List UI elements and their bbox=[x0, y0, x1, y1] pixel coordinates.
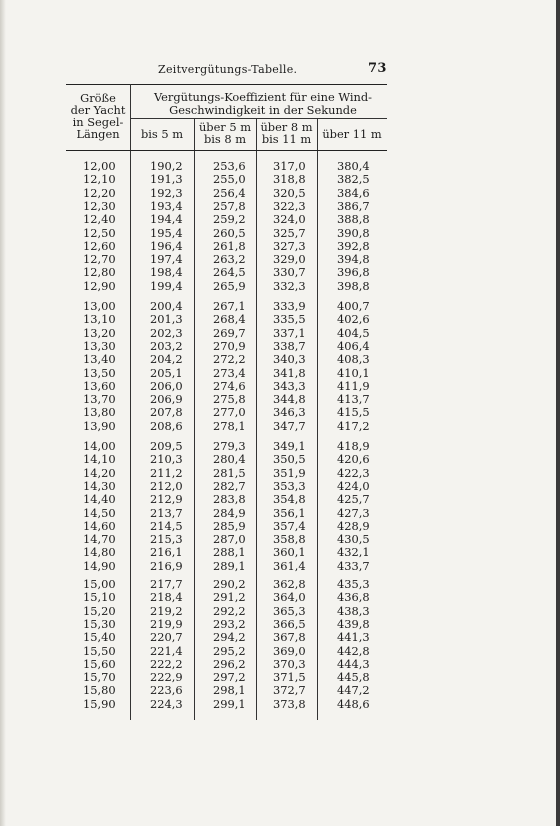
cell-8-11m: 356,1 bbox=[273, 505, 306, 520]
table-row bbox=[66, 380, 387, 393]
cell-bis-5m: 190,2 bbox=[150, 159, 183, 173]
cell-bis-5m: 194,4 bbox=[150, 212, 183, 227]
cell-ueber-11m: 438,3 bbox=[337, 603, 370, 618]
cell-bis-5m: 222,9 bbox=[150, 670, 183, 685]
cell-8-11m: 333,9 bbox=[273, 299, 306, 313]
cell-yacht-size: 14,60 bbox=[83, 518, 116, 533]
cell-8-11m: 357,4 bbox=[273, 518, 306, 533]
cell-8-11m: 362,8 bbox=[273, 577, 306, 591]
cell-bis-5m: 211,2 bbox=[150, 465, 183, 480]
table-row bbox=[66, 591, 387, 604]
cell-8-11m: 369,0 bbox=[273, 643, 306, 658]
cell-yacht-size: 14,30 bbox=[83, 478, 116, 493]
table-row bbox=[66, 213, 387, 226]
cell-5-8m: 274,6 bbox=[213, 378, 246, 393]
cell-bis-5m: 197,4 bbox=[150, 252, 183, 267]
cell-yacht-size: 15,10 bbox=[83, 590, 116, 605]
cell-8-11m: 343,3 bbox=[273, 378, 306, 393]
cell-8-11m: 322,3 bbox=[273, 198, 306, 213]
table-row bbox=[66, 240, 387, 253]
cell-ueber-11m: 432,1 bbox=[337, 545, 370, 560]
cell-ueber-11m: 392,8 bbox=[337, 238, 370, 253]
cell-5-8m: 255,0 bbox=[213, 172, 246, 187]
cell-bis-5m: 193,4 bbox=[150, 198, 183, 213]
cell-yacht-size: 15,00 bbox=[83, 577, 116, 591]
table-row bbox=[66, 300, 387, 313]
cell-yacht-size: 12,00 bbox=[83, 159, 116, 173]
cell-yacht-size: 13,90 bbox=[83, 418, 116, 433]
cell-5-8m: 282,7 bbox=[213, 478, 246, 493]
cell-yacht-size: 12,70 bbox=[83, 252, 116, 267]
cell-5-8m: 298,1 bbox=[213, 683, 246, 698]
col-header-line: über 5 m bbox=[198, 120, 252, 134]
cell-5-8m: 285,9 bbox=[213, 518, 246, 533]
cell-8-11m: 370,3 bbox=[273, 656, 306, 671]
cell-8-11m: 367,8 bbox=[273, 630, 306, 645]
cell-ueber-11m: 425,7 bbox=[337, 492, 370, 507]
cell-5-8m: 267,1 bbox=[213, 299, 246, 313]
table-row bbox=[66, 645, 387, 658]
header-coef-line: Geschwindigkeit in der Sekunde bbox=[169, 103, 357, 117]
cell-ueber-11m: 390,8 bbox=[337, 225, 370, 240]
cell-ueber-11m: 394,8 bbox=[337, 252, 370, 267]
cell-yacht-size: 14,80 bbox=[83, 545, 116, 560]
cell-8-11m: 371,5 bbox=[273, 670, 306, 685]
cell-yacht-size: 13,10 bbox=[83, 312, 116, 327]
table-row bbox=[66, 631, 387, 644]
cell-5-8m: 253,6 bbox=[213, 159, 246, 173]
cell-yacht-size: 14,10 bbox=[83, 452, 116, 467]
cell-yacht-size: 15,50 bbox=[83, 643, 116, 658]
cell-bis-5m: 215,3 bbox=[150, 532, 183, 547]
cell-8-11m: 361,4 bbox=[273, 558, 306, 573]
cell-8-11m: 351,9 bbox=[273, 465, 306, 480]
cell-5-8m: 294,2 bbox=[213, 630, 246, 645]
cell-ueber-11m: 404,5 bbox=[337, 325, 370, 340]
cell-ueber-11m: 427,3 bbox=[337, 505, 370, 520]
cell-bis-5m: 213,7 bbox=[150, 505, 183, 520]
col-header-bis-5m bbox=[130, 129, 194, 141]
cell-5-8m: 263,2 bbox=[213, 252, 246, 267]
header-size-line: der Yacht bbox=[70, 103, 126, 117]
cell-8-11m: 330,7 bbox=[273, 265, 306, 280]
cell-yacht-size: 13,60 bbox=[83, 378, 116, 393]
table-row bbox=[66, 560, 387, 573]
cell-bis-5m: 209,5 bbox=[150, 439, 183, 453]
page-number: 73 bbox=[368, 61, 387, 76]
cell-8-11m: 332,3 bbox=[273, 278, 306, 293]
cell-bis-5m: 216,1 bbox=[150, 545, 183, 560]
table-row bbox=[66, 453, 387, 466]
cell-8-11m: 358,8 bbox=[273, 532, 306, 547]
table-row bbox=[66, 340, 387, 353]
cell-ueber-11m: 435,3 bbox=[337, 577, 370, 591]
cell-5-8m: 269,7 bbox=[213, 325, 246, 340]
header-size-line: Größe bbox=[80, 91, 116, 105]
cell-bis-5m: 207,8 bbox=[150, 405, 183, 420]
cell-8-11m: 366,5 bbox=[273, 616, 306, 631]
cell-8-11m: 341,8 bbox=[273, 365, 306, 380]
col-header-line: bis 11 m bbox=[261, 131, 312, 146]
cell-8-11m: 353,3 bbox=[273, 478, 306, 493]
cell-yacht-size: 12,40 bbox=[83, 212, 116, 227]
cell-8-11m: 344,8 bbox=[273, 392, 306, 407]
cell-yacht-size: 12,80 bbox=[83, 265, 116, 280]
cell-ueber-11m: 444,3 bbox=[337, 656, 370, 671]
cell-ueber-11m: 411,9 bbox=[337, 378, 370, 393]
cell-5-8m: 278,1 bbox=[213, 418, 246, 433]
cell-ueber-11m: 445,8 bbox=[337, 670, 370, 685]
cell-ueber-11m: 420,6 bbox=[337, 452, 370, 467]
cell-8-11m: 327,3 bbox=[273, 238, 306, 253]
header-bottom-rule bbox=[66, 150, 387, 151]
header-coefficient bbox=[140, 91, 386, 117]
cell-8-11m: 337,1 bbox=[273, 325, 306, 340]
cell-ueber-11m: 417,2 bbox=[337, 418, 370, 433]
table-row bbox=[66, 420, 387, 433]
cell-ueber-11m: 406,4 bbox=[337, 338, 370, 353]
cell-5-8m: 284,9 bbox=[213, 505, 246, 520]
cell-5-8m: 261,8 bbox=[213, 238, 246, 253]
cell-bis-5m: 219,2 bbox=[150, 603, 183, 618]
header-size-line: Längen bbox=[76, 127, 120, 141]
cell-8-11m: 335,5 bbox=[273, 312, 306, 327]
cell-5-8m: 289,1 bbox=[213, 558, 246, 573]
cell-ueber-11m: 430,5 bbox=[337, 532, 370, 547]
cell-5-8m: 270,9 bbox=[213, 338, 246, 353]
cell-ueber-11m: 386,7 bbox=[337, 198, 370, 213]
table-row bbox=[66, 684, 387, 697]
cell-ueber-11m: 400,7 bbox=[337, 299, 370, 313]
cell-ueber-11m: 418,9 bbox=[337, 439, 370, 453]
cell-8-11m: 364,0 bbox=[273, 590, 306, 605]
cell-5-8m: 287,0 bbox=[213, 532, 246, 547]
table-row bbox=[66, 313, 387, 326]
running-title: Zeitvergütungs-Tabelle. bbox=[158, 63, 298, 76]
cell-bis-5m: 195,4 bbox=[150, 225, 183, 240]
cell-5-8m: 296,2 bbox=[213, 656, 246, 671]
header-size-line: in Segel- bbox=[72, 115, 124, 129]
cell-ueber-11m: 380,4 bbox=[337, 159, 370, 173]
cell-yacht-size: 12,90 bbox=[83, 278, 116, 293]
cell-yacht-size: 15,30 bbox=[83, 616, 116, 631]
subheader-rule bbox=[130, 118, 387, 119]
cell-5-8m: 292,2 bbox=[213, 603, 246, 618]
table-row bbox=[66, 546, 387, 559]
cell-bis-5m: 214,5 bbox=[150, 518, 183, 533]
cell-8-11m: 325,7 bbox=[273, 225, 306, 240]
table-row bbox=[66, 658, 387, 671]
cell-yacht-size: 15,60 bbox=[83, 656, 116, 671]
cell-bis-5m: 224,3 bbox=[150, 696, 183, 711]
cell-ueber-11m: 410,1 bbox=[337, 365, 370, 380]
cell-yacht-size: 14,20 bbox=[83, 465, 116, 480]
cell-yacht-size: 14,00 bbox=[83, 439, 116, 453]
cell-5-8m: 288,1 bbox=[213, 545, 246, 560]
cell-yacht-size: 13,30 bbox=[83, 338, 116, 353]
cell-5-8m: 268,4 bbox=[213, 312, 246, 327]
table-row bbox=[66, 266, 387, 279]
cell-ueber-11m: 442,8 bbox=[337, 643, 370, 658]
cell-bis-5m: 210,3 bbox=[150, 452, 183, 467]
cell-bis-5m: 191,3 bbox=[150, 172, 183, 187]
cell-8-11m: 372,7 bbox=[273, 683, 306, 698]
cell-8-11m: 350,5 bbox=[273, 452, 306, 467]
cell-ueber-11m: 441,3 bbox=[337, 630, 370, 645]
cell-bis-5m: 206,9 bbox=[150, 392, 183, 407]
cell-bis-5m: 217,7 bbox=[150, 577, 183, 591]
cell-bis-5m: 202,3 bbox=[150, 325, 183, 340]
col-header-line: über 11 m bbox=[322, 127, 382, 141]
cell-bis-5m: 198,4 bbox=[150, 265, 183, 280]
cell-bis-5m: 192,3 bbox=[150, 185, 183, 200]
cell-bis-5m: 218,4 bbox=[150, 590, 183, 605]
cell-ueber-11m: 382,5 bbox=[337, 172, 370, 187]
cell-ueber-11m: 422,3 bbox=[337, 465, 370, 480]
cell-ueber-11m: 384,6 bbox=[337, 185, 370, 200]
table-row bbox=[66, 578, 387, 591]
table-row bbox=[66, 227, 387, 240]
cell-ueber-11m: 413,7 bbox=[337, 392, 370, 407]
table-row bbox=[66, 605, 387, 618]
table-row bbox=[66, 406, 387, 419]
cell-8-11m: 360,1 bbox=[273, 545, 306, 560]
cell-ueber-11m: 424,0 bbox=[337, 478, 370, 493]
table-row bbox=[66, 520, 387, 533]
table-row bbox=[66, 393, 387, 406]
cell-5-8m: 275,8 bbox=[213, 392, 246, 407]
cell-yacht-size: 15,40 bbox=[83, 630, 116, 645]
cell-ueber-11m: 415,5 bbox=[337, 405, 370, 420]
cell-yacht-size: 13,40 bbox=[83, 352, 116, 367]
cell-yacht-size: 15,70 bbox=[83, 670, 116, 685]
table-row bbox=[66, 200, 387, 213]
cell-bis-5m: 222,2 bbox=[150, 656, 183, 671]
table-row bbox=[66, 173, 387, 186]
cell-bis-5m: 208,6 bbox=[150, 418, 183, 433]
cell-ueber-11m: 388,8 bbox=[337, 212, 370, 227]
cell-bis-5m: 219,9 bbox=[150, 616, 183, 631]
table-top-rule bbox=[66, 84, 387, 85]
col-header-line: bis 5 m bbox=[140, 127, 184, 141]
cell-bis-5m: 201,3 bbox=[150, 312, 183, 327]
col-header-line: bis 8 m bbox=[203, 131, 247, 146]
cell-5-8m: 273,4 bbox=[213, 365, 246, 380]
cell-5-8m: 265,9 bbox=[213, 278, 246, 293]
cell-5-8m: 291,2 bbox=[213, 590, 246, 605]
cell-8-11m: 340,3 bbox=[273, 352, 306, 367]
cell-yacht-size: 15,80 bbox=[83, 683, 116, 698]
cell-ueber-11m: 436,8 bbox=[337, 590, 370, 605]
cell-5-8m: 290,2 bbox=[213, 577, 246, 591]
cell-ueber-11m: 439,8 bbox=[337, 616, 370, 631]
cell-yacht-size: 12,60 bbox=[83, 238, 116, 253]
col-header-8-11m bbox=[256, 122, 317, 145]
cell-8-11m: 320,5 bbox=[273, 185, 306, 200]
cell-bis-5m: 200,4 bbox=[150, 299, 183, 313]
cell-5-8m: 259,2 bbox=[213, 212, 246, 227]
cell-5-8m: 283,8 bbox=[213, 492, 246, 507]
cell-8-11m: 318,8 bbox=[273, 172, 306, 187]
cell-bis-5m: 204,2 bbox=[150, 352, 183, 367]
col-header-5-8m bbox=[194, 122, 256, 145]
cell-ueber-11m: 402,6 bbox=[337, 312, 370, 327]
cell-yacht-size: 15,20 bbox=[83, 603, 116, 618]
cell-5-8m: 281,5 bbox=[213, 465, 246, 480]
cell-bis-5m: 221,4 bbox=[150, 643, 183, 658]
cell-8-11m: 373,8 bbox=[273, 696, 306, 711]
table-row bbox=[66, 367, 387, 380]
table-row bbox=[66, 618, 387, 631]
cell-yacht-size: 15,90 bbox=[83, 696, 116, 711]
cell-ueber-11m: 448,6 bbox=[337, 696, 370, 711]
cell-bis-5m: 216,9 bbox=[150, 558, 183, 573]
cell-bis-5m: 220,7 bbox=[150, 630, 183, 645]
table-row bbox=[66, 533, 387, 546]
table-row bbox=[66, 253, 387, 266]
cell-8-11m: 349,1 bbox=[273, 439, 306, 453]
cell-ueber-11m: 396,8 bbox=[337, 265, 370, 280]
header-yacht-size bbox=[66, 92, 130, 140]
table-row bbox=[66, 280, 387, 293]
cell-yacht-size: 13,20 bbox=[83, 325, 116, 340]
cell-yacht-size: 13,00 bbox=[83, 299, 116, 313]
table-row bbox=[66, 187, 387, 200]
cell-5-8m: 279,3 bbox=[213, 439, 246, 453]
cell-ueber-11m: 433,7 bbox=[337, 558, 370, 573]
cell-yacht-size: 14,40 bbox=[83, 492, 116, 507]
table-row bbox=[66, 353, 387, 366]
table-row bbox=[66, 327, 387, 340]
cell-8-11m: 346,3 bbox=[273, 405, 306, 420]
cell-5-8m: 277,0 bbox=[213, 405, 246, 420]
col-header-ueber-11m bbox=[317, 129, 387, 141]
cell-bis-5m: 199,4 bbox=[150, 278, 183, 293]
cell-5-8m: 297,2 bbox=[213, 670, 246, 685]
cell-8-11m: 324,0 bbox=[273, 212, 306, 227]
table-row bbox=[66, 160, 387, 173]
cell-5-8m: 257,8 bbox=[213, 198, 246, 213]
cell-8-11m: 347,7 bbox=[273, 418, 306, 433]
cell-bis-5m: 206,0 bbox=[150, 378, 183, 393]
cell-5-8m: 260,5 bbox=[213, 225, 246, 240]
cell-8-11m: 354,8 bbox=[273, 492, 306, 507]
cell-bis-5m: 203,2 bbox=[150, 338, 183, 353]
cell-5-8m: 256,4 bbox=[213, 185, 246, 200]
table-row bbox=[66, 467, 387, 480]
cell-yacht-size: 13,80 bbox=[83, 405, 116, 420]
cell-yacht-size: 12,20 bbox=[83, 185, 116, 200]
col-header-line: über 8 m bbox=[260, 120, 313, 134]
cell-ueber-11m: 398,8 bbox=[337, 278, 370, 293]
table-row bbox=[66, 493, 387, 506]
cell-8-11m: 317,0 bbox=[273, 159, 306, 173]
cell-5-8m: 264,5 bbox=[213, 265, 246, 280]
cell-bis-5m: 212,0 bbox=[150, 478, 183, 493]
table-row bbox=[66, 698, 387, 711]
cell-8-11m: 329,0 bbox=[273, 252, 306, 267]
cell-yacht-size: 14,70 bbox=[83, 532, 116, 547]
cell-8-11m: 338,7 bbox=[273, 338, 306, 353]
cell-yacht-size: 14,50 bbox=[83, 505, 116, 520]
cell-ueber-11m: 408,3 bbox=[337, 352, 370, 367]
cell-bis-5m: 205,1 bbox=[150, 365, 183, 380]
cell-5-8m: 299,1 bbox=[213, 696, 246, 711]
table-row bbox=[66, 480, 387, 493]
cell-yacht-size: 12,50 bbox=[83, 225, 116, 240]
cell-8-11m: 365,3 bbox=[273, 603, 306, 618]
cell-bis-5m: 212,9 bbox=[150, 492, 183, 507]
table-row bbox=[66, 507, 387, 520]
cell-yacht-size: 12,10 bbox=[83, 172, 116, 187]
cell-5-8m: 280,4 bbox=[213, 452, 246, 467]
cell-ueber-11m: 428,9 bbox=[337, 518, 370, 533]
table-row bbox=[66, 440, 387, 453]
cell-5-8m: 272,2 bbox=[213, 352, 246, 367]
cell-bis-5m: 223,6 bbox=[150, 683, 183, 698]
cell-yacht-size: 13,50 bbox=[83, 365, 116, 380]
cell-5-8m: 293,2 bbox=[213, 616, 246, 631]
cell-5-8m: 295,2 bbox=[213, 643, 246, 658]
cell-ueber-11m: 447,2 bbox=[337, 683, 370, 698]
cell-bis-5m: 196,4 bbox=[150, 238, 183, 253]
table-row bbox=[66, 671, 387, 684]
header-coef-line: Vergütungs-Koeffizient für eine Wind- bbox=[153, 90, 372, 104]
page-spine bbox=[0, 0, 6, 826]
cell-yacht-size: 14,90 bbox=[83, 558, 116, 573]
cell-yacht-size: 13,70 bbox=[83, 392, 116, 407]
cell-yacht-size: 12,30 bbox=[83, 198, 116, 213]
